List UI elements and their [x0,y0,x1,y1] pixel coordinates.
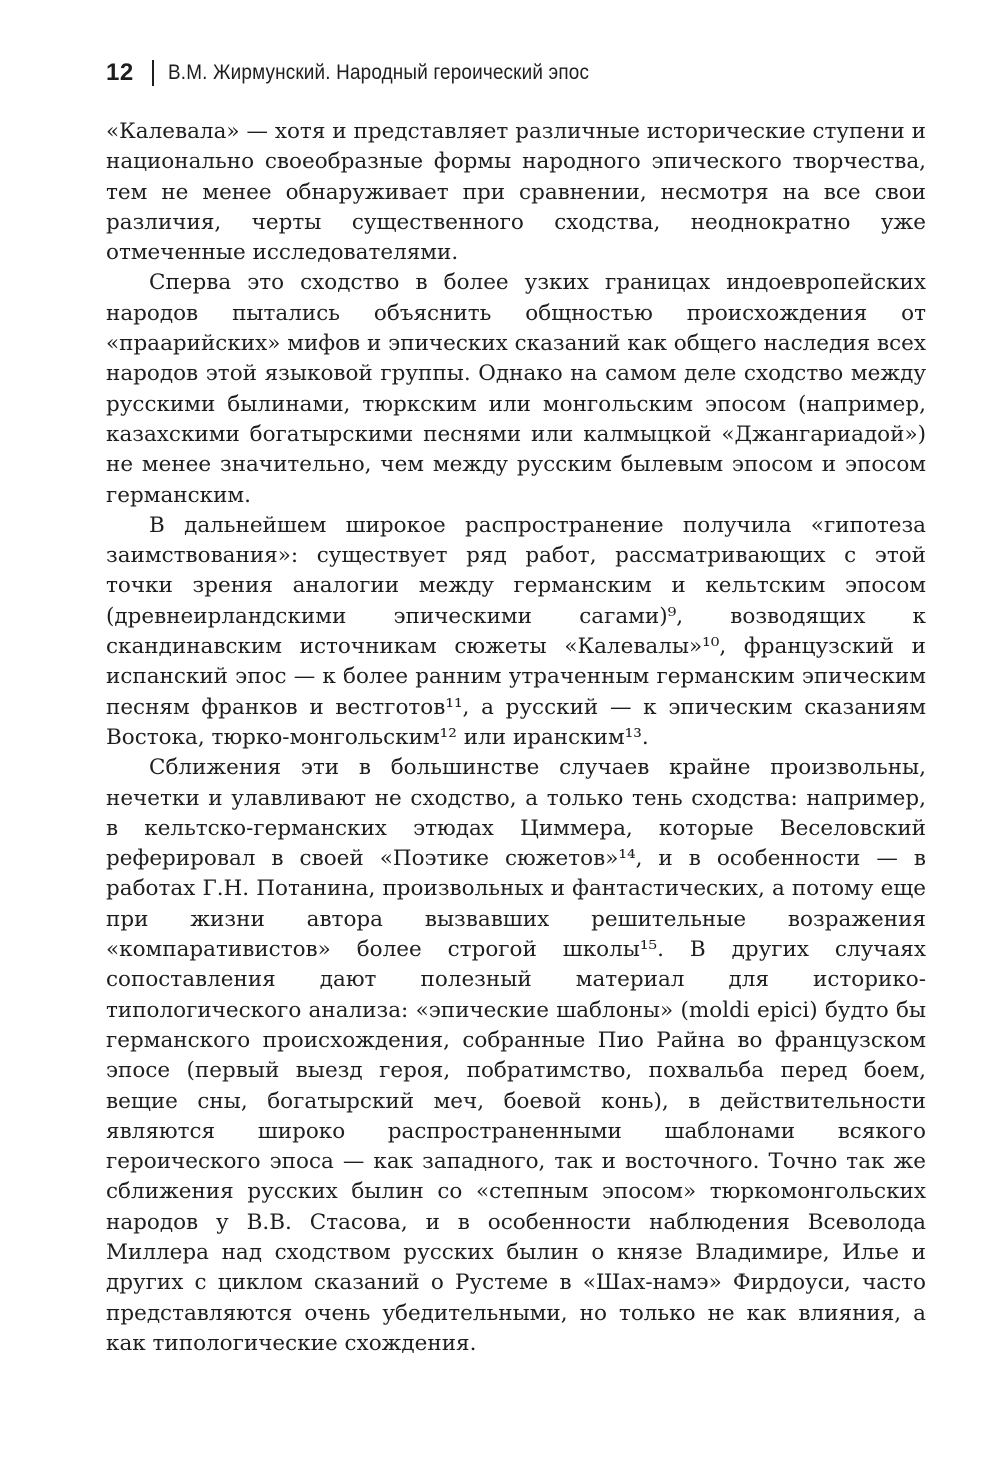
page-number: 12 [106,59,134,86]
paragraph-4: Сближения эти в большинстве случаев крайне произвольны, нечетки и улавливают не сходство, а только тень сходства: например, в кельтско-германских этюдах Циммера, которые Веселовский реферировал в своей «Поэтике сюжетов»¹⁴, и в особенности — в работах Г.Н. Потанина, произвольных и фантастических, а потому еще при жизни автора вызвавших решительные возражения «компаративистов» более строгой школы¹⁵. В других случаях сопоставления дают полезный материал для историко-типологического анализа: «эпические шаблоны» (moldi epici) будто бы германского происхождения, собранные Пио Райна во французском эпосе (первый выезд героя, побратимство, похвальба перед боем, вещие сны, богатырский меч, боевой конь), в действительности являются широко распространенными шаблонами всякого героического эпоса — как западного, так и восточного. Точно так же сближения русских былин со «степным эпосом» тюркомонгольских народов у В.В. Стасова, и в особенности наблюдения Всеволода Миллера над сходством русских былин о князе Владимире, Илье и других с циклом сказаний о Рустеме в «Шах-намэ» Фирдоуси, часто представляются очень убедительными, но только не как влияния, а как типологические схождения. [106,755,926,1356]
paragraph-2: Сперва это сходство в более узких границах индоевропейских народов пытались объяснить общностью происхождения от «праарийских» мифов и эпических сказаний как общего наследия всех народов этой языковой группы. Однако на самом деле сходство между русскими былинами, тюркским или монгольским эпосом (например, казахскими богатырскими песнями или калмыцкой «Джангариадой») не менее значительно, чем между русским былевым эпосом и эпосом германским. [106,270,926,508]
paragraph-1: «Калевала» — хотя и представляет различные исторические ступени и национально своеобразные формы народного эпического творчества, тем не менее обнаруживает при сравнении, несмотря на все свои различия, черты существенного сходства, неоднократно уже отмеченные исследователями. [106,119,926,266]
running-head [106,56,636,90]
running-title: В.М. Жирмунский. Народный героический эпос [167,61,589,84]
body-text [106,117,926,1359]
paragraph-3: В дальнейшем широкое распространение получила «гипотеза заимствования»: существует ряд работ, рассматривающих с этой точки зрения аналогии между германским и кельтским эпосом (древнеирландскими эпическими сагами)⁹, возводящих к скандинавским источникам сюжеты «Калевалы»¹⁰, французский и испанский эпос — к более ранним утраченным германским эпическим песням франков и вестготов¹¹, а русский — к эпическим сказаниям Востока, тюрко-монгольским¹² или иранским¹³. [106,512,926,750]
header-separator [152,60,154,86]
